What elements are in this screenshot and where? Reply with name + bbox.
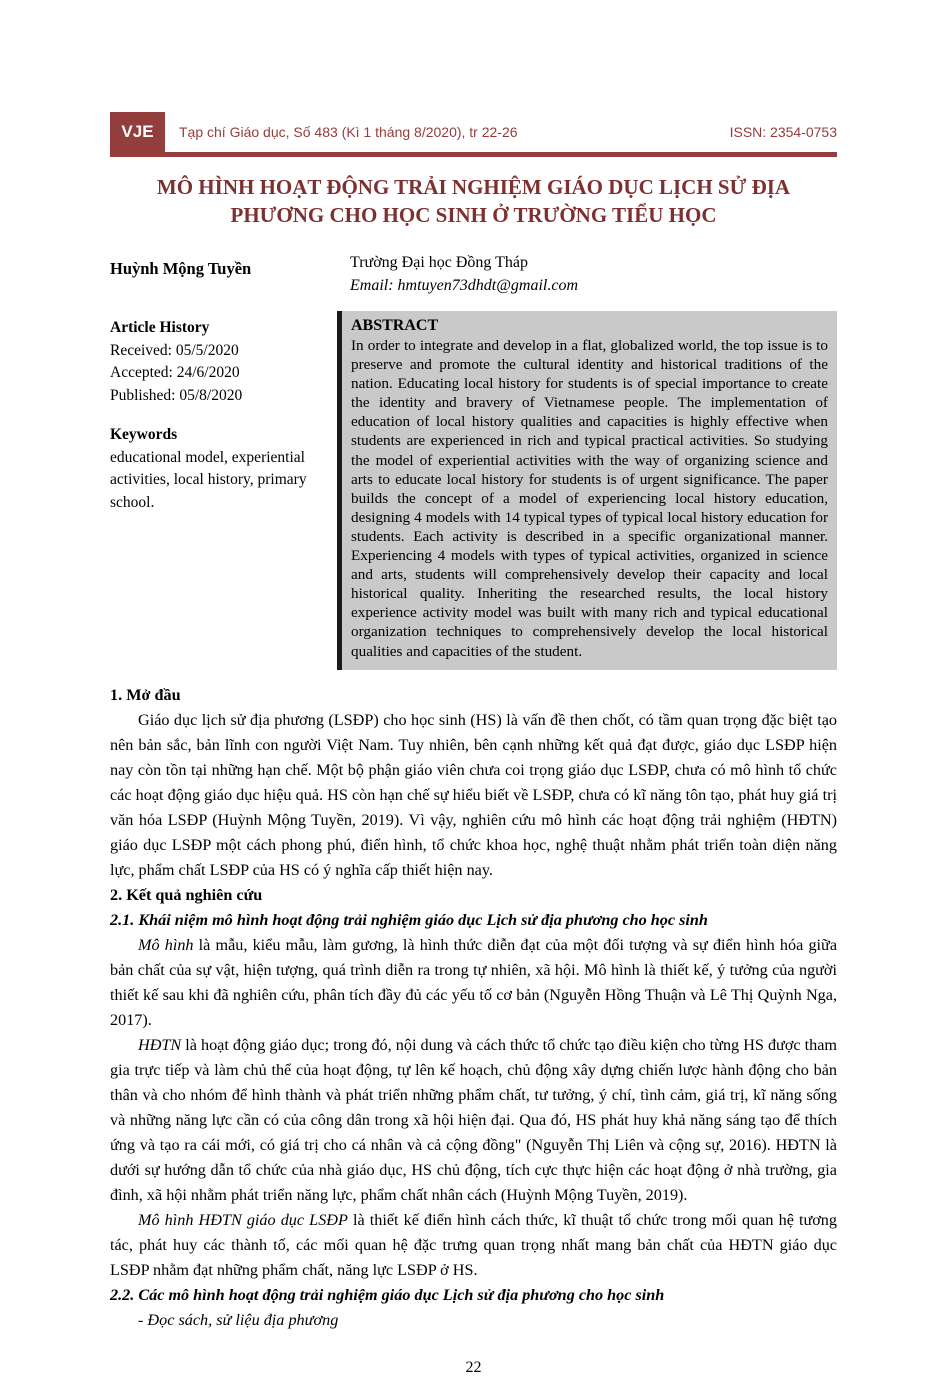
- article-history-heading: Article History: [110, 319, 210, 336]
- paragraph-text: là thiết kế điển hình cách thức, kĩ thuật tổ chức trong mối quan hệ tương tác, phát huy các thành tố, các mối quan hệ đặc trưng quan trọng nhất mang bản chất của HĐTN giáo dục LSĐP nhằm đạt những phẩm chất, năng lực LSĐP ở HS.: [110, 1210, 837, 1279]
- abstract-text: In order to integrate and develop in a flat, globalized world, the top issue is to preserve and promote the cultural identity and historical traditions of the nation. Educating local history for students is of special importance to create the identity and bravery of Vietnamese people. The implementation of education of local history qualities and capacities is highly effective when students are experienced in rich and typical practical activities. So studying the model of experiential activities with the way of organizing science and arts to educate local history for students is of urgent significance. The paper builds the concept of a model of experiencing local history education, designing 4 models with 14 typical types of typical local history education for students. Each activity is described in a specific organizational manner. Experiencing 4 models with types of typical activities, organized in science and arts, students will comprehensively develop their capacity and local historical quality. Inheriting the researched results, the local history experience activity model was built with many rich and typical educational organization techniques to comprehensively develop the local historical qualities and capacities of the student.: [351, 337, 828, 660]
- page-number: 22: [465, 1358, 482, 1376]
- vje-logo: VJE: [110, 112, 165, 152]
- section-2-1-heading: 2.1. Khái niệm mô hình hoạt động trải nghiệm giáo dục Lịch sử địa phương cho học sinh: [110, 910, 708, 929]
- section-2-2-list-item: - Đọc sách, sử liệu địa phương: [138, 1310, 339, 1329]
- author-affiliation-block: [337, 251, 578, 297]
- journal-citation-line: Tạp chí Giáo dục, Số 483 (Kì 1 tháng 8/2020), tr 22-26: [179, 124, 518, 140]
- author-email: Email: hmtuyen73dhdt@gmail.com: [350, 277, 579, 294]
- received-date: Received: 05/5/2020: [110, 341, 239, 359]
- paragraph-lead-term: Mô hình HĐTN giáo dục LSĐP: [138, 1210, 348, 1229]
- accepted-date: Accepted: 24/6/2020: [110, 364, 240, 381]
- article-title: MÔ HÌNH HOẠT ĐỘNG TRẢI NGHIỆM GIÁO DỤC LỊCH SỬ ĐỊA PHƯƠNG CHO HỌC SINH Ở TRƯỜNG TIỂU HỌC: [156, 175, 791, 227]
- meta-abstract-row: [110, 311, 837, 670]
- section-2-1-paragraph-3: [110, 1208, 837, 1283]
- paragraph-lead-term: HĐTN: [138, 1035, 182, 1054]
- journal-header: [110, 112, 837, 157]
- section-2-2-heading: 2.2. Các mô hình hoạt động trải nghiệm giáo dục Lịch sử địa phương cho học sinh: [110, 1285, 665, 1304]
- paragraph-text: là mẫu, kiểu mẫu, làm gương, là hình thức diễn đạt của một đối tượng và sự điển hình hóa giữa bản chất của sự vật, hiện tượng, quá trình diễn ra trong tự nhiên, xã hội. Mô hình là thiết kế, ý tưởng của người thiết kế sau khi đã nghiên cứu, phân tích đầy đủ các yếu tố cơ bản (Nguyễn Hồng Thuận và Lê Thị Quỳnh Nga, 2017).: [110, 935, 837, 1029]
- keywords-text: educational model, experiential activities, local history, primary school.: [110, 448, 307, 511]
- keywords-block: [110, 424, 323, 514]
- author-name: Huỳnh Mộng Tuyền: [110, 259, 252, 278]
- section-2-1-paragraph-2: [110, 1033, 837, 1208]
- section-2-heading: 2. Kết quả nghiên cứu: [110, 885, 263, 904]
- author-block: [110, 251, 837, 297]
- paragraph-lead-term: Mô hình: [138, 935, 194, 954]
- abstract-heading: ABSTRACT: [351, 317, 439, 334]
- section-2-1-paragraph-1: [110, 933, 837, 1033]
- section-1-heading: 1. Mở đầu: [110, 685, 181, 704]
- issn-label: ISSN: 2354-0753: [729, 124, 837, 140]
- published-date: Published: 05/8/2020: [110, 386, 243, 404]
- article-meta-column: [110, 311, 337, 514]
- paragraph-text: là hoạt động giáo dục; trong đó, nội dung và cách thức tổ chức tạo điều kiện cho từng HS được tham gia trực tiếp và làm chủ thể của hoạt động, tự lên kế hoạch, chủ động xây dựng chiến lược hành động cho bản thân và cho nhóm để hình thành và phát triển những phẩm chất, tư tưởng, ý chí, tình cảm, giá trị, kĩ năng sống và những năng lực cần có của công dân trong xã hội hiện đại. Qua đó, HS phát huy khả năng sáng tạo để thích ứng và tạo ra cái mới, có giá trị cho cá nhân và cả cộng đồng" (Nguyễn Thị Liên và cộng sự, 2016). HĐTN là dưới sự hướng dẫn tổ chức của nhà giáo dục, HS chủ động, tích cực thực hiện các hoạt động ở nhà trường, gia đình, xã hội nhằm phát triển năng lực, phẩm chất nhân cách (Huỳnh Mộng Tuyền, 2019).: [110, 1035, 837, 1204]
- keywords-heading: Keywords: [110, 426, 178, 443]
- article-body: [110, 683, 837, 1333]
- section-1-paragraph: Giáo dục lịch sử địa phương (LSĐP) cho học sinh (HS) là vấn đề then chốt, có tầm quan trọng đặc biệt tạo nên bản sắc, bản lĩnh con người Việt Nam. Tuy nhiên, bên cạnh những kết quả đạt được, giáo dục LSĐP hiện nay còn tồn tại những hạn chế. Một bộ phận giáo viên chưa coi trọng giáo dục LSĐP, chưa có mô hình tổ chức các hoạt động giáo dục hiệu quả. HS còn hạn chế sự hiểu biết về LSĐP, chưa có kĩ năng tôn tạo, phát huy giá trị văn hóa LSĐP (Huỳnh Mộng Tuyền, 2019). Vì vậy, nghiên cứu mô hình các hoạt động trải nghiệm (HĐTN) giáo dục LSĐP một cách phong phú, điển hình, tổ chức khoa học, nghệ thuật nhằm phát triển toàn diện năng lực, phẩm chất LSĐP của HS có ý nghĩa cấp thiết hiện nay.: [110, 710, 837, 879]
- abstract-box: [337, 311, 837, 670]
- affiliation: Trường Đại học Đồng Tháp: [350, 254, 529, 271]
